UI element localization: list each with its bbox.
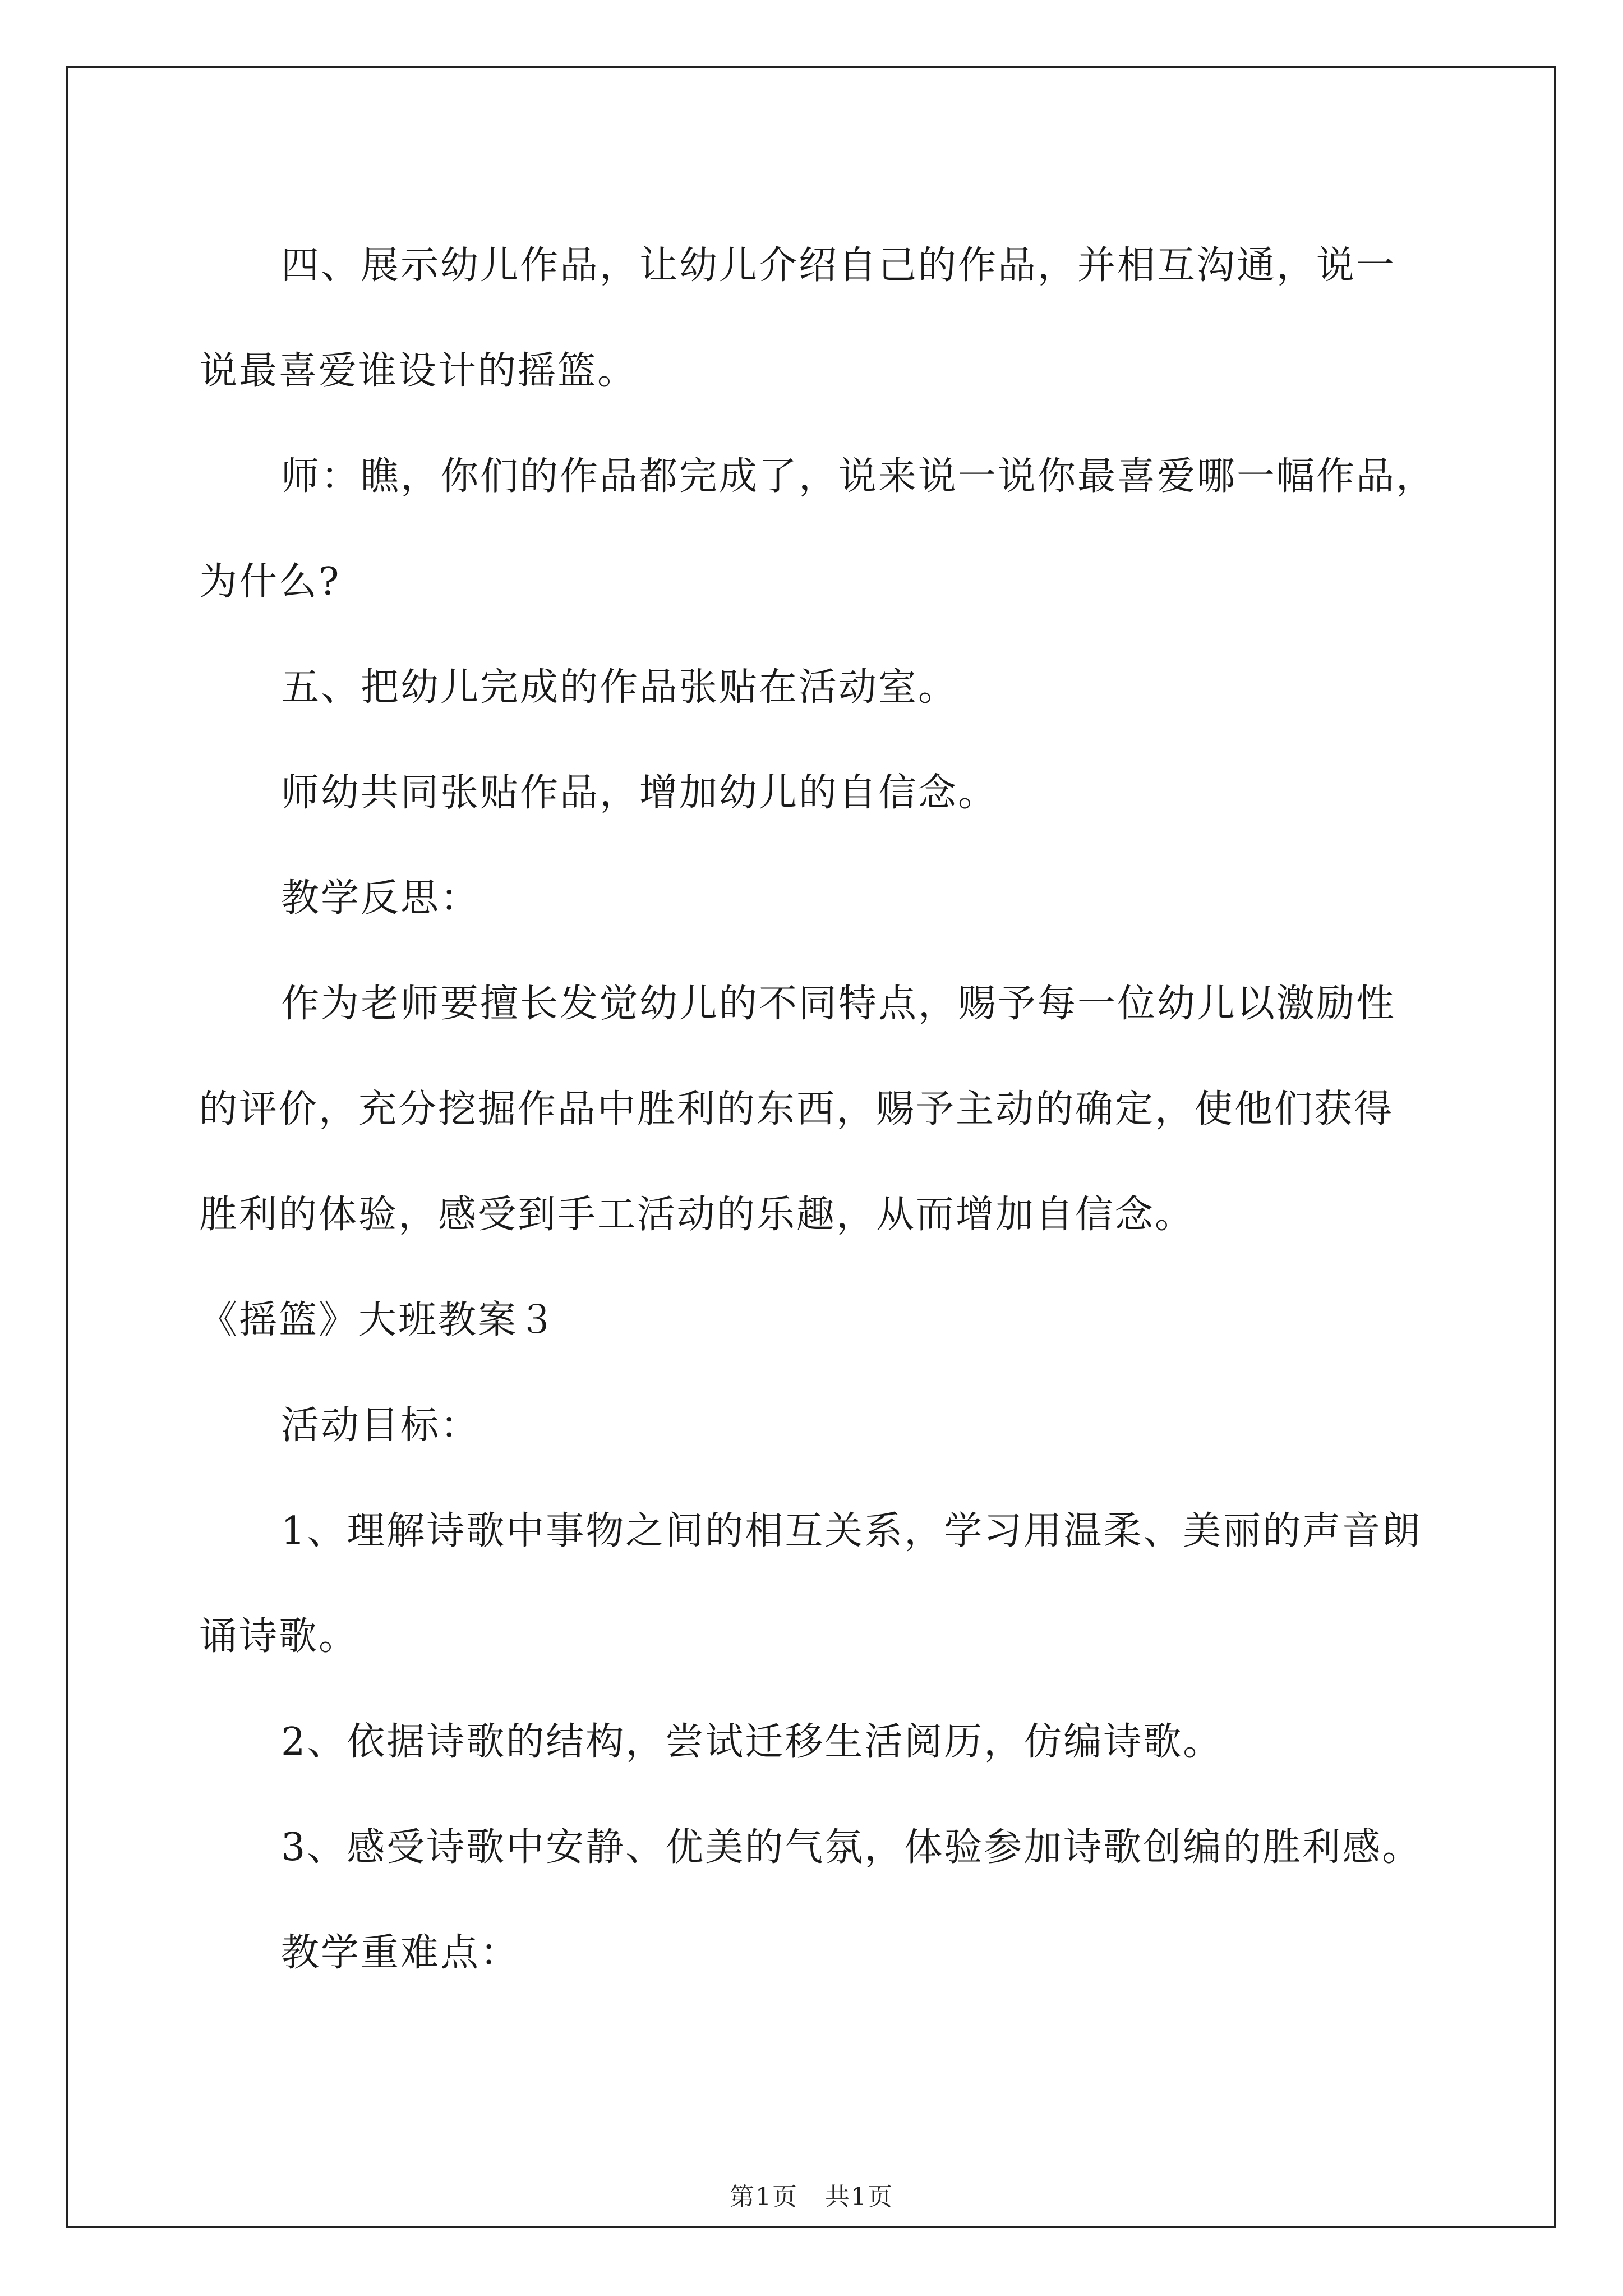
paragraph-show-works — [199, 213, 1433, 319]
text-line: 3、感受诗歌中安静、优美的气氛，体验参加诗歌创编的胜利感。 — [281, 1825, 1422, 1870]
text-line: 2、依据诗歌的结构，尝试迁移生活阅历，仿编诗歌。 — [281, 1720, 1223, 1764]
text-line: 五、把幼儿完成的作品张贴在活动室。 — [281, 665, 958, 710]
paragraph-post-together — [199, 740, 1433, 846]
section-heading-key-points — [199, 1901, 1433, 2006]
text-line: 1、理解诗歌中事物之间的相互关系，学习用温柔、美丽的声音朗 — [281, 1509, 1422, 1553]
text-line: 教学反思： — [281, 876, 481, 921]
text-line: 说最喜爱谁设计的摇篮。 — [199, 349, 638, 393]
paragraph-reflection-cont-1 — [199, 1057, 1433, 1162]
paragraph-teacher-question — [199, 424, 1436, 530]
goal-item-1 — [199, 1479, 1433, 1584]
text-line: 作为老师要擅长发觉幼儿的不同特点，赐予每一位幼儿以激励性 — [281, 982, 1396, 1026]
text-line: 师：瞧，你们的作品都完成了，说来说一说你最喜爱哪一幅作品， — [281, 454, 1436, 499]
paragraph-post-works — [199, 635, 1433, 740]
paragraph-show-works-cont — [199, 319, 1433, 424]
paragraph-reflection — [199, 951, 1433, 1057]
text-line: 师幼共同张贴作品，增加幼儿的自信念。 — [281, 771, 998, 815]
goal-item-2 — [199, 1690, 1433, 1795]
text-line: 诵诗歌。 — [199, 1614, 359, 1659]
goal-item-1-cont — [199, 1584, 1433, 1690]
page-footer: 第1页 共1页 — [730, 2183, 893, 2211]
text-line: 活动目标： — [281, 1404, 481, 1448]
text-line: 教学重难点： — [281, 1931, 520, 1975]
paragraph-reflection-cont-2 — [199, 1162, 1433, 1268]
text-line: 胜利的体验，感受到手工活动的乐趣，从而增加自信念。 — [199, 1193, 1195, 1237]
paragraph-teacher-question-cont — [199, 530, 1433, 635]
document-title — [199, 1268, 1433, 1373]
goal-item-3 — [199, 1795, 1433, 1901]
text-line: 四、展示幼儿作品，让幼儿介绍自己的作品，并相互沟通，说一 — [281, 243, 1396, 288]
text-line: 为什么? — [199, 560, 341, 604]
section-heading-reflection — [199, 846, 1433, 951]
document-body — [199, 213, 1436, 2006]
text-line: 《摇篮》大班教案３ — [199, 1298, 558, 1342]
section-heading-goals — [199, 1373, 1433, 1479]
text-line: 的评价，充分挖掘作品中胜利的东西，赐予主动的确定，使他们获得 — [199, 1087, 1394, 1131]
